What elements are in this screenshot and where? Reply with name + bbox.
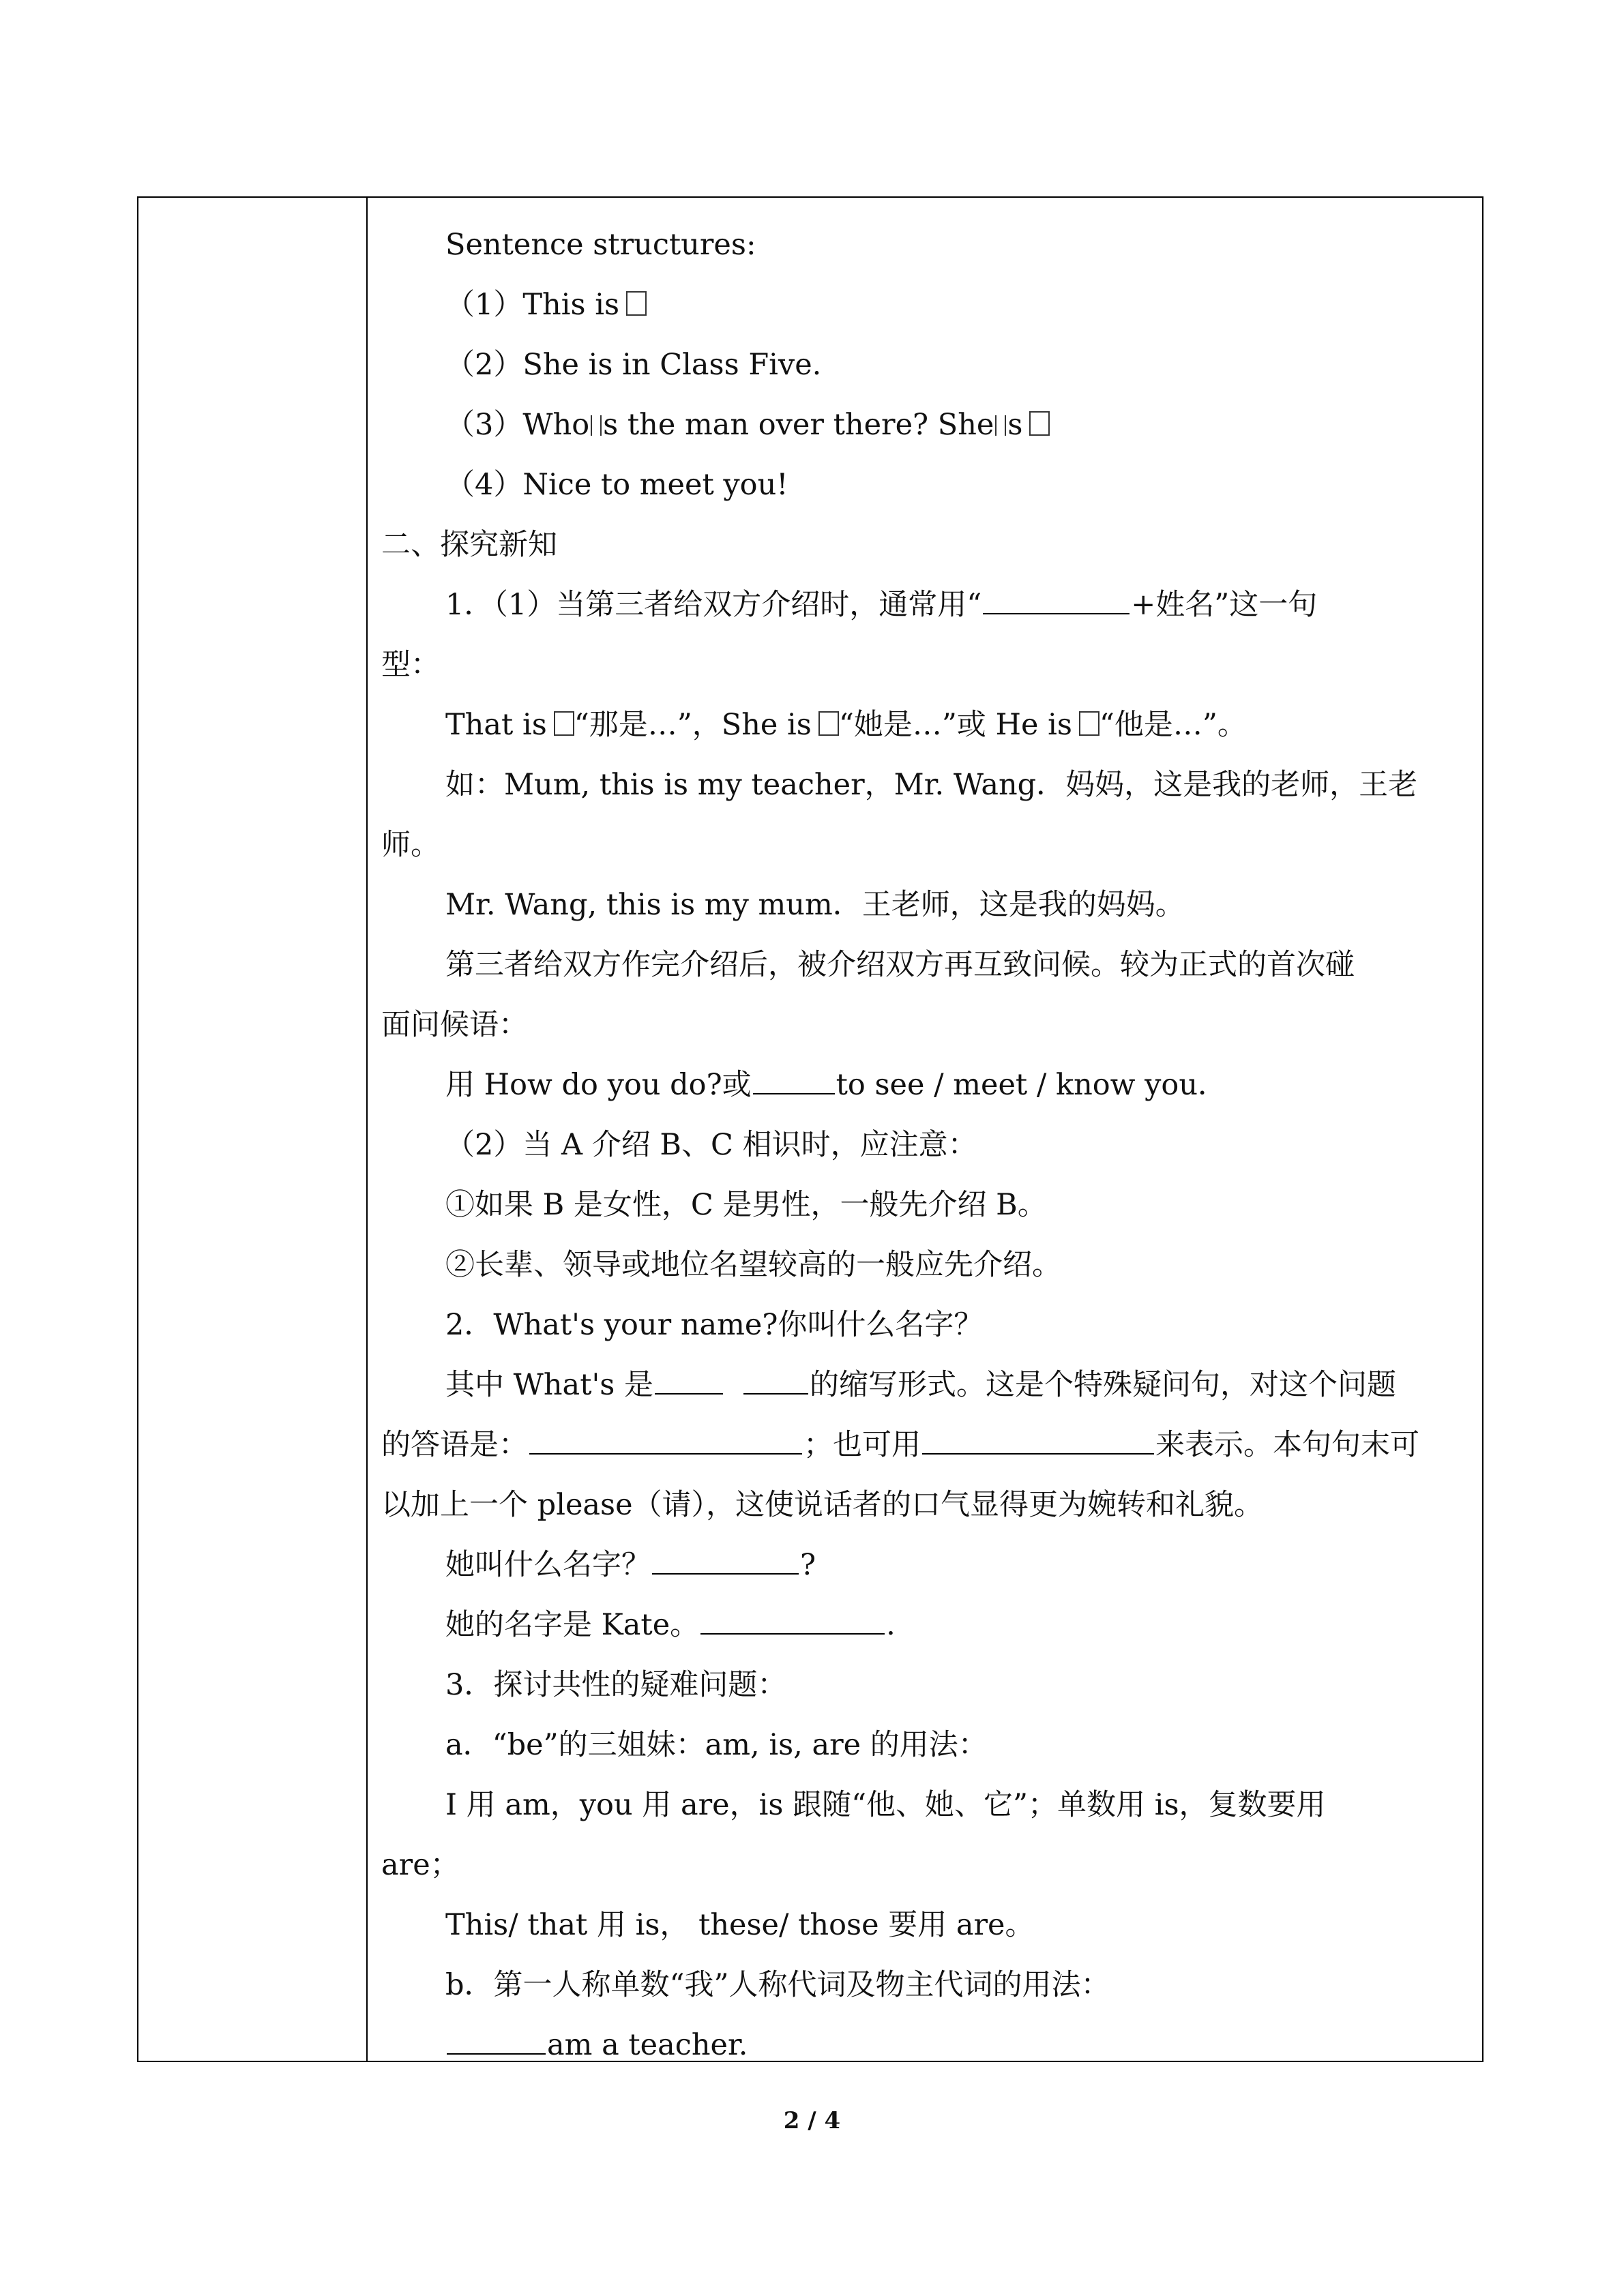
section-heading: 二、探究新知 — [381, 528, 557, 562]
sentence-structures-heading: Sentence structures: — [445, 228, 756, 262]
paragraph-line: （2）当 A 介绍 B、C 相识时，应注意： — [445, 1128, 977, 1162]
answer-blank[interactable] — [983, 580, 1130, 614]
answer-blank[interactable] — [753, 1060, 835, 1094]
paragraph-line: 如：Mum, this is my teacher，Mr. Wang．妈妈，这是我的老师，王老 — [445, 768, 1418, 802]
paragraph-line: 她叫什么名字？ ? — [381, 1535, 1468, 1595]
paragraph-line: am a teacher. — [381, 2015, 1468, 2075]
paragraph-line: 她的名字是 Kate。 . — [381, 1595, 1468, 1655]
paragraph-line: 3．探讨共性的疑难问题： — [445, 1668, 787, 1702]
paragraph-line: are； — [381, 1848, 460, 1882]
page-number: 2 / 4 — [783, 2107, 841, 2134]
paragraph-line: ①如果 B 是女性，C 是男性，一般先介绍 B。 — [445, 1188, 1047, 1222]
paragraph-line: 的答语是： ；也可用 来表示。本句句末可 — [381, 1415, 1468, 1475]
answer-blank[interactable] — [652, 1540, 799, 1575]
paragraph-line: 面问候语： — [381, 1008, 528, 1042]
answer-blank[interactable] — [447, 2021, 546, 2055]
paragraph-line: Mr. Wang, this is my mum．王老师，这是我的妈妈。 — [445, 888, 1185, 922]
lesson-content — [381, 198, 1468, 2075]
missing-glyph-box — [554, 711, 574, 736]
missing-glyph-box — [818, 711, 839, 736]
paragraph-line: This/ that 用 is， these/ those 要用 are。 — [445, 1908, 1035, 1942]
missing-glyph-mark — [995, 415, 1006, 436]
missing-glyph-box — [1079, 711, 1099, 736]
paragraph-line: 其中 What's 是 的缩写形式。这是个特殊疑问句，对这个问题 — [381, 1355, 1468, 1415]
missing-glyph-box — [1029, 411, 1050, 436]
lesson-table — [137, 196, 1483, 2062]
paragraph-line: That is “那是…”，She is “她是…”或 He is “他是…”。 — [445, 708, 1247, 742]
structure-line-3: （3）Who s the man over there? She s — [381, 395, 1468, 455]
paragraph-line: ②长辈、领导或地位名望较高的一般应先介绍。 — [445, 1248, 1061, 1282]
paragraph-line: b．第一人称单数“我”人称代词及物主代词的用法： — [445, 1968, 1110, 2002]
paragraph-line: 师。 — [381, 828, 440, 862]
answer-blank[interactable] — [700, 1600, 885, 1635]
answer-blank[interactable] — [922, 1420, 1154, 1455]
paragraph-line: 1．（1）当第三者给双方介绍时，通常用“ +姓名”这一句 — [381, 575, 1468, 635]
paragraph-line: I 用 am，you 用 are，is 跟随“他、她、它”；单数用 is，复数要用 — [445, 1788, 1326, 1822]
structure-line-4: （4）Nice to meet you! — [445, 468, 788, 502]
structure-line-1: （1）This is — [381, 275, 1468, 335]
paragraph-line: 用 How do you do?或 to see / meet / know you． — [381, 1055, 1468, 1115]
missing-glyph-box — [626, 291, 647, 316]
paragraph-line: 以加上一个 please（请），这使说话者的口气显得更为婉转和礼貌。 — [381, 1488, 1264, 1522]
paragraph-line: 型： — [381, 648, 440, 682]
missing-glyph-mark — [591, 415, 602, 436]
paragraph-line: 第三者给双方作完介绍后，被介绍双方再互致问候。较为正式的首次碰 — [445, 948, 1355, 982]
paragraph-line: a．“be”的三姐妹：am, is, are 的用法： — [445, 1728, 988, 1762]
answer-blank[interactable] — [655, 1360, 723, 1395]
structure-line-2: （2）She is in Class Five. — [445, 348, 822, 382]
answer-blank[interactable] — [743, 1360, 808, 1395]
paragraph-line: 2．What's your name?你叫什么名字？ — [445, 1308, 984, 1342]
answer-blank[interactable] — [529, 1420, 802, 1455]
column-divider — [366, 198, 368, 2061]
